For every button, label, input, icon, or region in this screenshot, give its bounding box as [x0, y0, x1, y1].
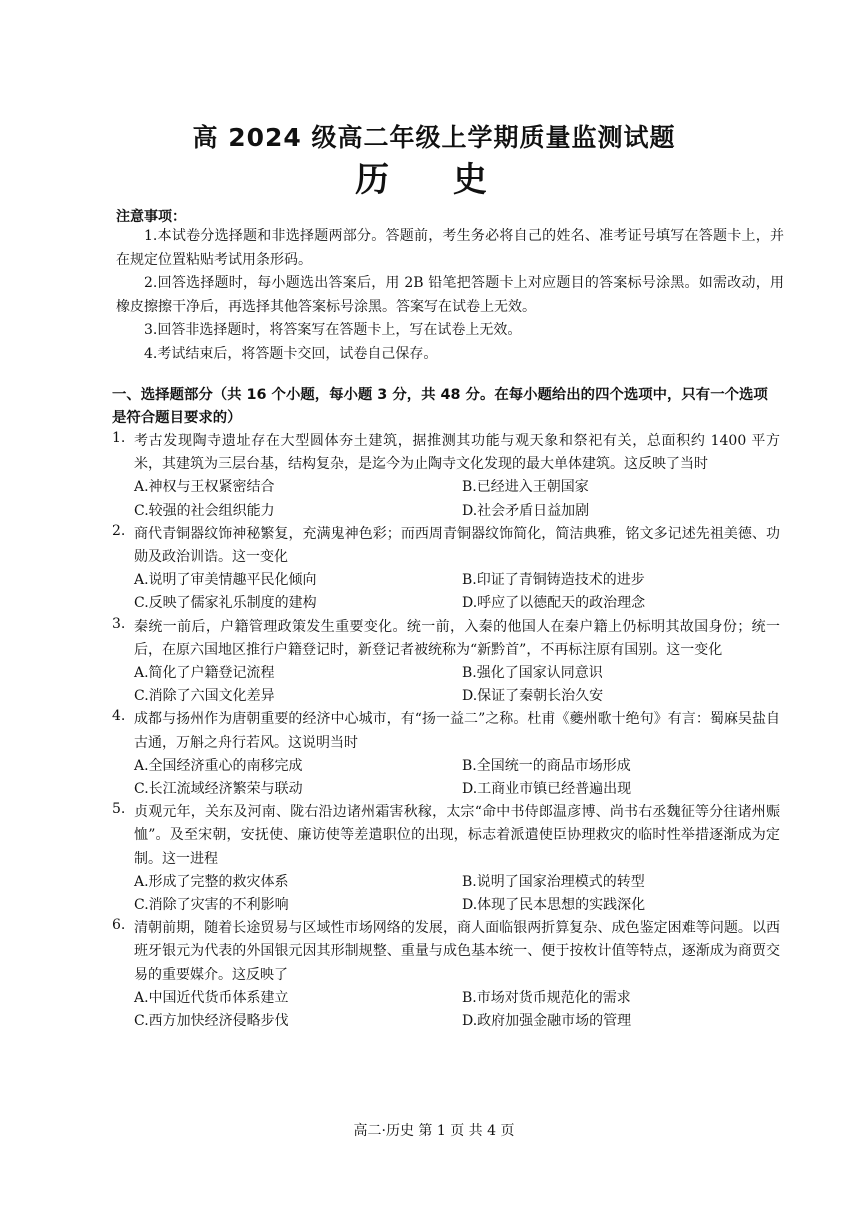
question-4: [112, 708, 780, 801]
question-stem: 成都与扬州作为唐朝重要的经济中心城市，有“扬一益二”之称。杜甫《夔州歌十绝句》有言：蜀麻吴盐自古通，万斛之舟行若风。这说明当时: [134, 711, 780, 751]
exam-subject: 历 史: [355, 160, 513, 200]
option-c: C.较强的社会组织能力: [134, 502, 275, 519]
option-grid: [112, 476, 780, 522]
option-b: B.说明了国家治理模式的转型: [462, 873, 645, 890]
question-number: 3.: [112, 615, 126, 632]
question-number: 4.: [112, 708, 126, 725]
option-grid: [112, 662, 780, 708]
option-d: D.体现了民本思想的实践深化: [462, 897, 646, 914]
option-b: B.市场对货币规范化的需求: [462, 989, 631, 1006]
question-6: [112, 917, 780, 1033]
question-3: [112, 616, 780, 709]
question-number: 6.: [112, 917, 126, 934]
notice-heading: 注意事项：: [116, 209, 186, 225]
option-a: A.神权与王权紧密结合: [134, 479, 275, 496]
question-stem: 贞观元年，关东及河南、陇右沿边诸州霜害秋稼，太宗“命中书侍郎温彦博、尚书右丞魏征等分往诸州赈恤”。及至宋朝，安抚使、廉访使等差遣职位的出现，标志着派遣使臣协理救灾的临时性举措逐渐成为定制。这一进程: [134, 804, 780, 867]
option-d: D.政府加强金融市场的管理: [462, 1013, 632, 1030]
option-a: A.说明了审美情趣平民化倾向: [134, 572, 317, 589]
option-grid: [112, 755, 780, 801]
notice-item: 2.回答选择题时，每小题选出答案后，用 2B 铅笔把答题卡上对应题目的答案标号涂黑。如需改动，用橡皮擦擦干净后，再选择其他答案标号涂黑。答案写在试卷上无效。: [116, 275, 784, 315]
option-b: B.强化了国家认同意识: [462, 665, 603, 682]
option-a: A.简化了户籍登记流程: [134, 665, 275, 682]
page-footer: 高二·历史 第 1 页 共 4 页: [353, 1123, 515, 1139]
question-5: [112, 801, 780, 917]
option-a: A.形成了完整的救灾体系: [134, 873, 289, 890]
option-c: C.长江流域经济繁荣与联动: [134, 781, 303, 798]
option-grid: [112, 871, 780, 917]
option-d: D.呼应了以德配天的政治理念: [462, 595, 646, 612]
option-a: A.中国近代货币体系建立: [134, 989, 289, 1006]
question-stem: 清朝前期，随着长途贸易与区域性市场网络的发展，商人面临银两折算复杂、成色鉴定困难等问题。以西班牙银元为代表的外国银元因其形制规整、重量与成色基本统一、便于按枚计值等特点，逐渐成为商贾交易的重要媒介。这反映了: [134, 920, 780, 983]
option-c: C.反映了儒家礼乐制度的建构: [134, 595, 317, 612]
question-list: [112, 430, 780, 1033]
option-b: B.全国统一的商品市场形成: [462, 757, 631, 774]
question-number: 1.: [112, 430, 126, 446]
option-d: D.社会矛盾日益加剧: [462, 502, 590, 519]
notice-item: 3.回答非选择题时，将答案写在答题卡上，写在试卷上无效。: [144, 322, 522, 338]
option-a: A.全国经济重心的南移完成: [134, 757, 303, 774]
question-1: [112, 430, 780, 523]
notice-item: 1.本试卷分选择题和非选择题两部分。答题前，考生务必将自己的姓名、准考证号填写在答题卡上，并在规定位置粘贴考试用条形码。: [116, 228, 784, 268]
question-2: [112, 523, 780, 616]
question-number: 2.: [112, 522, 126, 539]
option-c: C.消除了灾害的不利影响: [134, 897, 289, 914]
exam-title: 高 2024 级高二年级上学期质量监测试题: [192, 123, 676, 152]
option-grid: [112, 987, 780, 1033]
option-c: C.消除了六国文化差异: [134, 688, 275, 705]
option-b: B.印证了青铜铸造技术的进步: [462, 572, 645, 589]
option-grid: [112, 569, 780, 615]
section-heading: 一、选择题部分（共 16 个小题，每小题 3 分，共 48 分。在每小题给出的四个选项中，只有一个选项是符合题目要求的）: [112, 387, 768, 426]
question-number: 5.: [112, 801, 126, 818]
notice-list: [116, 225, 784, 366]
option-c: C.西方加快经济侵略步伐: [134, 1013, 289, 1030]
notice-item: 4.考试结束后，将答题卡交回，试卷自己保存。: [144, 345, 438, 362]
question-stem: 商代青铜器纹饰神秘繁复，充满鬼神色彩；而西周青铜器纹饰简化，简洁典雅，铭文多记述先祖美德、功勋及政治训诰。这一变化: [134, 525, 780, 566]
question-stem: 考古发现陶寺遗址存在大型圆体夯土建筑，据推测其功能与观天象和祭祀有关，总面积约 1400 平方米，其建筑为三层台基，结构复杂，是迄今为止陶寺文化发现的最大单体建筑。这反映了当时: [134, 433, 780, 473]
question-stem: 秦统一前后，户籍管理政策发生重要变化。统一前，入秦的他国人在秦户籍上仍标明其故国身份；统一后，在原六国地区推行户籍登记时，新登记者被统称为“新黔首”，不再标注原有国别。这一变化: [134, 618, 780, 658]
option-d: D.工商业市镇已经普遍出现: [462, 781, 632, 798]
option-d: D.保证了秦朝长治久安: [462, 688, 604, 705]
option-b: B.已经进入王朝国家: [462, 479, 589, 496]
